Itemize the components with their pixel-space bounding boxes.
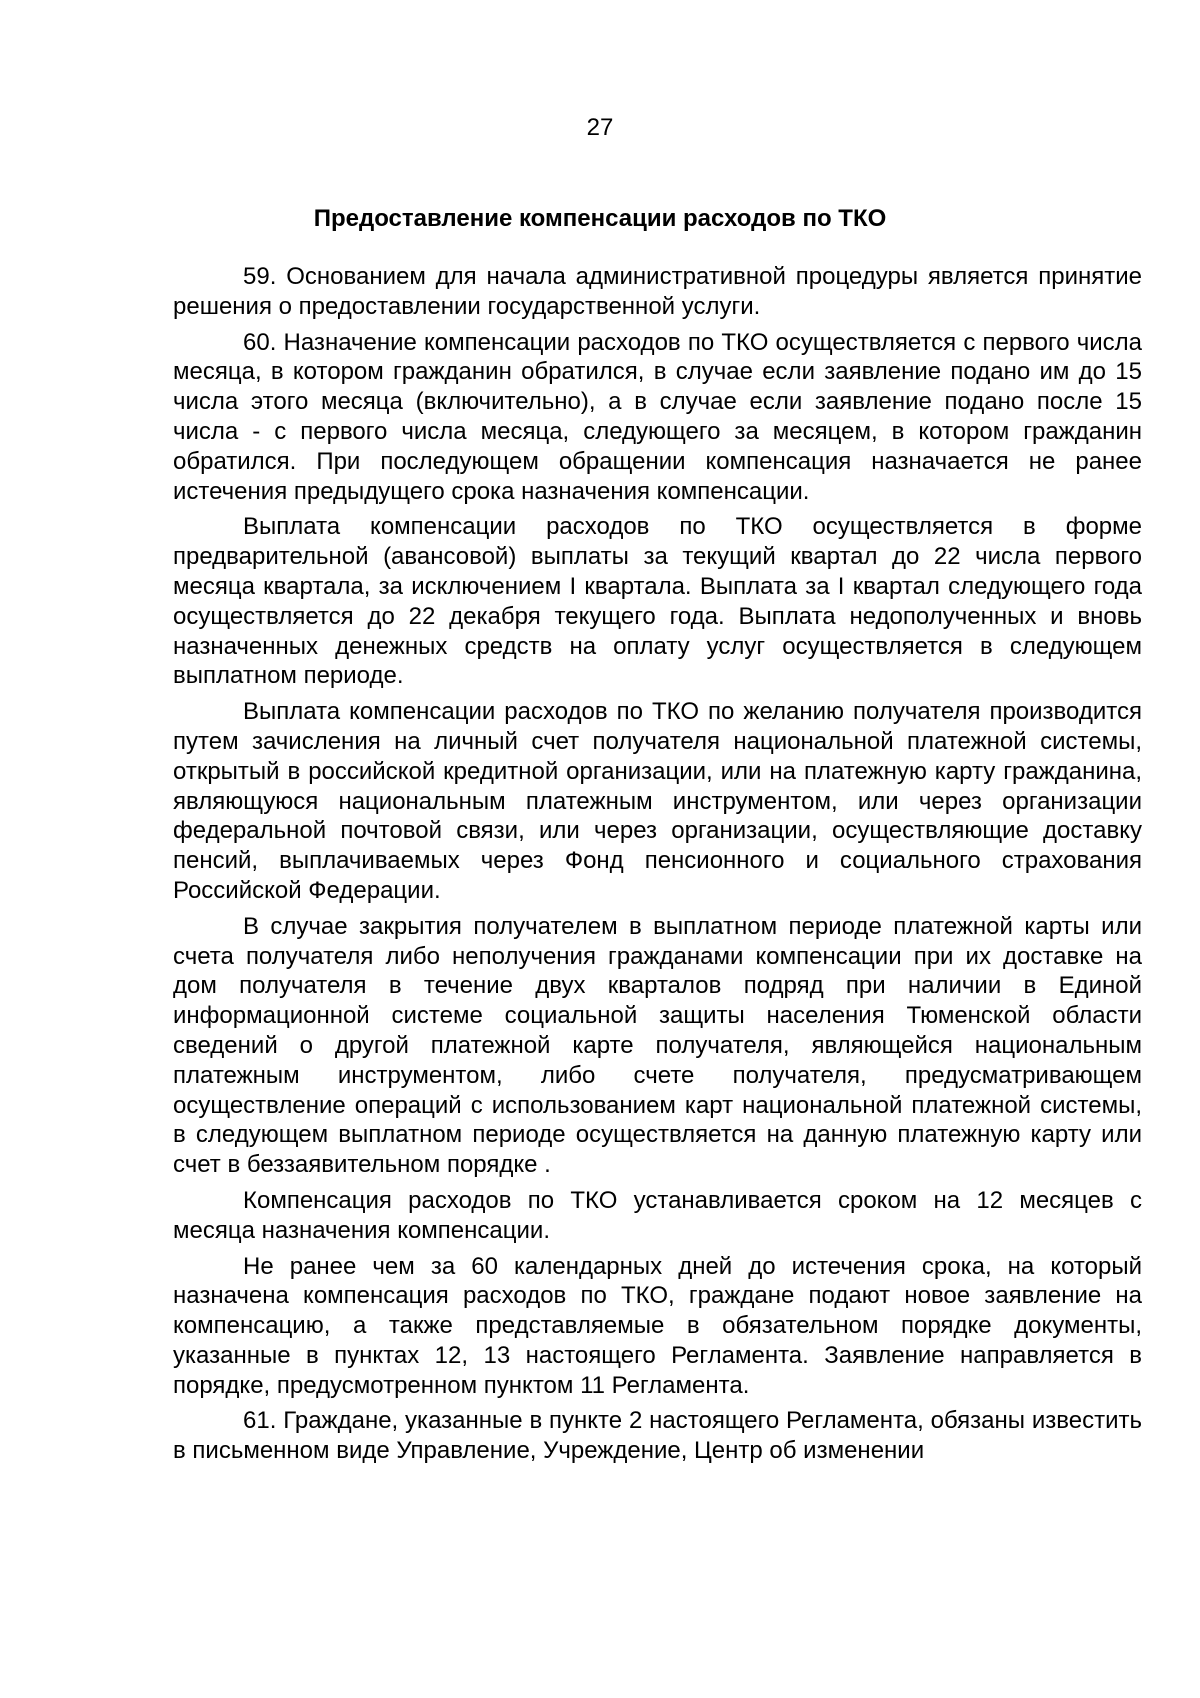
paragraph-59: 59. Основанием для начала административной процедуры является принятие решения о предоставлении государственной услуги. [173, 263, 1142, 320]
paragraph-term: Компенсация расходов по ТКО устанавливается сроком на 12 месяцев с месяца назначения компенсации. [173, 1186, 1142, 1244]
paragraph-60: 60. Назначение компенсации расходов по ТКО осуществляется с первого числа месяца, в котором гражданин обратился, в случае если заявление подано им до 15 числа этого месяца (включительно), а в случае если заявление подано после 15 числа - с первого числа месяца, следующего за месяцем, в котором гражданин обратился. При последующем обращении компенсация назначается не ранее истечения предыдущего срока назначения компенсации. [173, 328, 1142, 505]
paragraph-61: 61. Граждане, указанные в пункте 2 настоящего Регламента, обязаны известить в письменном виде Управление, Учреждение, Центр об изменении [173, 1407, 1142, 1465]
paragraph-renewal: Не ранее чем за 60 календарных дней до истечения срока, на который назначена компенсация расходов по ТКО, граждане подают новое заявление на компенсацию, а также представляемые в обязательном порядке документы, указанные в пунктах 12, 13 настоящего Регламента. Заявление направляется в порядке, предусмотренном пунктом 11 Регламента. [173, 1252, 1142, 1399]
paragraph-card-closure: В случае закрытия получателем в выплатном периоде платежной карты или счета получателя либо неполучения гражданами компенсации при их доставке на дом получателя в течение двух кварталов подряд при наличии в Единой информационной системе социальной защиты населения Тюменской области сведений о другой платежной карте получателя, являющейся национальным платежным инструментом, либо счете получателя, предусматривающем осуществление операций с использованием карт национальной платежной системы, в следующем выплатном периоде осуществляется на данную платежную карту или счет в беззаявительном порядке . [173, 912, 1142, 1179]
section-heading: Предоставление компенсации расходов по ТКО [313, 205, 887, 232]
paragraph-payment-schedule: Выплата компенсации расходов по ТКО осуществляется в форме предварительной (авансовой) выплаты за текущий квартал до 22 числа первого месяца квартала, за исключением I квартала. Выплата за I квартал следующего года осуществляется до 22 декабря текущего года. Выплата недополученных и вновь назначенных денежных средств на оплату услуг осуществляется в следующем выплатном периоде. [173, 513, 1142, 690]
body-text [173, 262, 1142, 1472]
page-number: 27 [586, 114, 614, 141]
paragraph-payment-method: Выплата компенсации расходов по ТКО по желанию получателя производится путем зачисления на личный счет получателя национальной платежной системы, открытый в российской кредитной организации, или на платежную карту гражданина, являющуюся национальным платежным инструментом, или через организации федеральной почтовой связи, или через организации, осуществляющие доставку пенсий, выплачиваемых через Фонд пенсионного и социального страхования Российской Федерации. [173, 698, 1142, 904]
